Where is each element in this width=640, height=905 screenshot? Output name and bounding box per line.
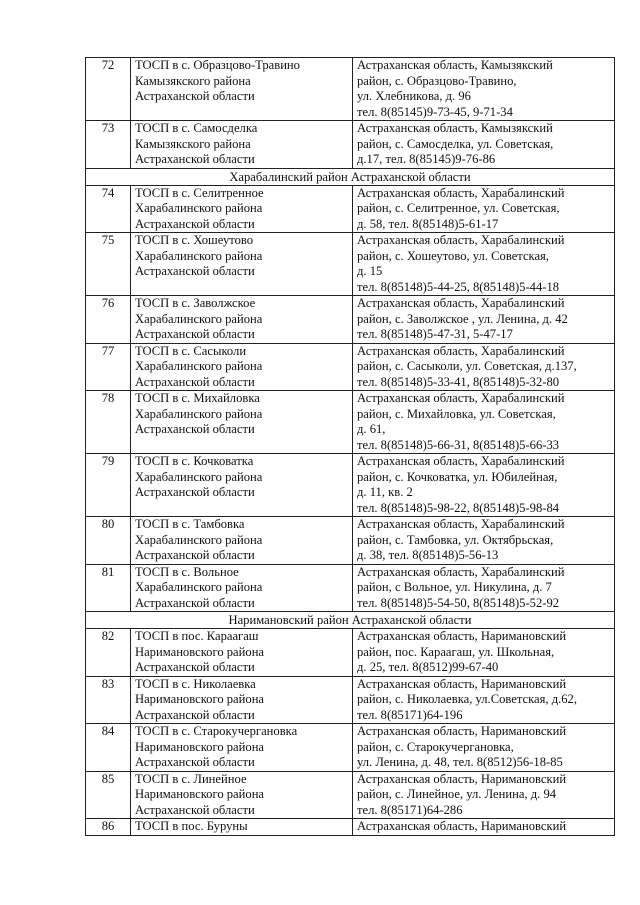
row-number: 81 — [86, 564, 131, 612]
office-address: Астраханская область, Харабалинский район, с. Селитренное, ул. Советская, д. 58, тел. 8(85148)5-61-17 — [353, 185, 615, 233]
table-row — [86, 517, 615, 565]
row-number: 73 — [86, 121, 131, 169]
table-row — [86, 454, 615, 517]
district-header: Харабалинский район Астраханской области — [86, 168, 615, 185]
office-name: ТОСП в пос. Караагаш Наримановского района Астраханской области — [131, 629, 353, 677]
table-row — [86, 58, 615, 121]
office-name: ТОСП в с. Самосделка Камызякского района Астраханской области — [131, 121, 353, 169]
office-name: ТОСП в с. Образцово-Травино Камызякского района Астраханской области — [131, 58, 353, 121]
office-name: ТОСП в с. Вольное Харабалинского района Астраханской области — [131, 564, 353, 612]
office-name: ТОСП в с. Заволжское Харабалинского района Астраханской области — [131, 296, 353, 344]
table-row — [86, 391, 615, 454]
office-name: ТОСП в пос. Буруны — [131, 819, 353, 836]
row-number: 83 — [86, 676, 131, 724]
row-number: 82 — [86, 629, 131, 677]
office-address: Астраханская область, Камызякский район, с. Образцово-Травино, ул. Хлебникова, д. 96 тел. 8(85145)9-73-45, 9-71-34 — [353, 58, 615, 121]
row-number: 79 — [86, 454, 131, 517]
office-address: Астраханская область, Камызякский район, с. Самосделка, ул. Советская, д.17, тел. 8(85145)9-76-86 — [353, 121, 615, 169]
office-address: Астраханская область, Наримановский район, с. Старокучергановка, ул. Ленина, д. 48, тел. 8(8512)56-18-85 — [353, 724, 615, 772]
office-address: Астраханская область, Наримановский район, пос. Караагаш, ул. Школьная, д. 25, тел. 8(8512)99-67-40 — [353, 629, 615, 677]
office-address: Астраханская область, Харабалинский район, с. Заволжское , ул. Ленина, д. 42 тел. 8(85148)5-47-31, 5-47-17 — [353, 296, 615, 344]
office-name: ТОСП в с. Сасыколи Харабалинского района Астраханской области — [131, 343, 353, 391]
row-number: 74 — [86, 185, 131, 233]
offices-table-body — [86, 58, 615, 836]
district-header-row — [86, 168, 615, 185]
office-name: ТОСП в с. Старокучергановка Наримановского района Астраханской области — [131, 724, 353, 772]
row-number: 84 — [86, 724, 131, 772]
table-row — [86, 564, 615, 612]
table-row — [86, 233, 615, 296]
office-name: ТОСП в с. Михайловка Харабалинского района Астраханской области — [131, 391, 353, 454]
office-address: Астраханская область, Наримановский — [353, 819, 615, 836]
row-number: 75 — [86, 233, 131, 296]
table-row — [86, 121, 615, 169]
office-address: Астраханская область, Харабалинский район, с. Хошеутово, ул. Советская, д. 15 тел. 8(85148)5-44-25, 8(85148)5-44-18 — [353, 233, 615, 296]
office-name: ТОСП в с. Селитренное Харабалинского района Астраханской области — [131, 185, 353, 233]
office-name: ТОСП в с. Кочковатка Харабалинского района Астраханской области — [131, 454, 353, 517]
district-header-row — [86, 612, 615, 629]
offices-table — [85, 57, 615, 836]
office-address: Астраханская область, Харабалинский район, с. Тамбовка, ул. Октябрьская, д. 38, тел. 8(85148)5-56-13 — [353, 517, 615, 565]
table-row — [86, 296, 615, 344]
office-address: Астраханская область, Харабалинский район, с. Кочковатка, ул. Юбилейная, д. 11, кв. 2 тел. 8(85148)5-98-22, 8(85148)5-98-84 — [353, 454, 615, 517]
office-address: Астраханская область, Харабалинский район, с. Сасыколи, ул. Советская, д.137, тел. 8(85148)5-33-41, 8(85148)5-32-80 — [353, 343, 615, 391]
table-row — [86, 185, 615, 233]
office-address: Астраханская область, Наримановский район, с. Линейное, ул. Ленина, д. 94 тел. 8(85171)64-286 — [353, 771, 615, 819]
row-number: 80 — [86, 517, 131, 565]
office-address: Астраханская область, Харабалинский район, с Вольное, ул. Никулина, д. 7 тел. 8(85148)5-54-50, 8(85148)5-52-92 — [353, 564, 615, 612]
office-name: ТОСП в с. Хошеутово Харабалинского района Астраханской области — [131, 233, 353, 296]
row-number: 72 — [86, 58, 131, 121]
table-row — [86, 629, 615, 677]
row-number: 76 — [86, 296, 131, 344]
table-row — [86, 819, 615, 836]
office-address: Астраханская область, Харабалинский район, с. Михайловка, ул. Советская, д. 61, тел. 8(85148)5-66-31, 8(85148)5-66-33 — [353, 391, 615, 454]
row-number: 78 — [86, 391, 131, 454]
table-row — [86, 771, 615, 819]
row-number: 77 — [86, 343, 131, 391]
row-number: 85 — [86, 771, 131, 819]
table-row — [86, 343, 615, 391]
district-header: Наримановский район Астраханской области — [86, 612, 615, 629]
office-name: ТОСП в с. Тамбовка Харабалинского района Астраханской области — [131, 517, 353, 565]
office-name: ТОСП в с. Николаевка Наримановского района Астраханской области — [131, 676, 353, 724]
table-row — [86, 724, 615, 772]
row-number: 86 — [86, 819, 131, 836]
table-row — [86, 676, 615, 724]
office-address: Астраханская область, Наримановский район, с. Николаевка, ул.Советская, д.62, тел. 8(85171)64-196 — [353, 676, 615, 724]
office-name: ТОСП в с. Линейное Наримановского района Астраханской области — [131, 771, 353, 819]
